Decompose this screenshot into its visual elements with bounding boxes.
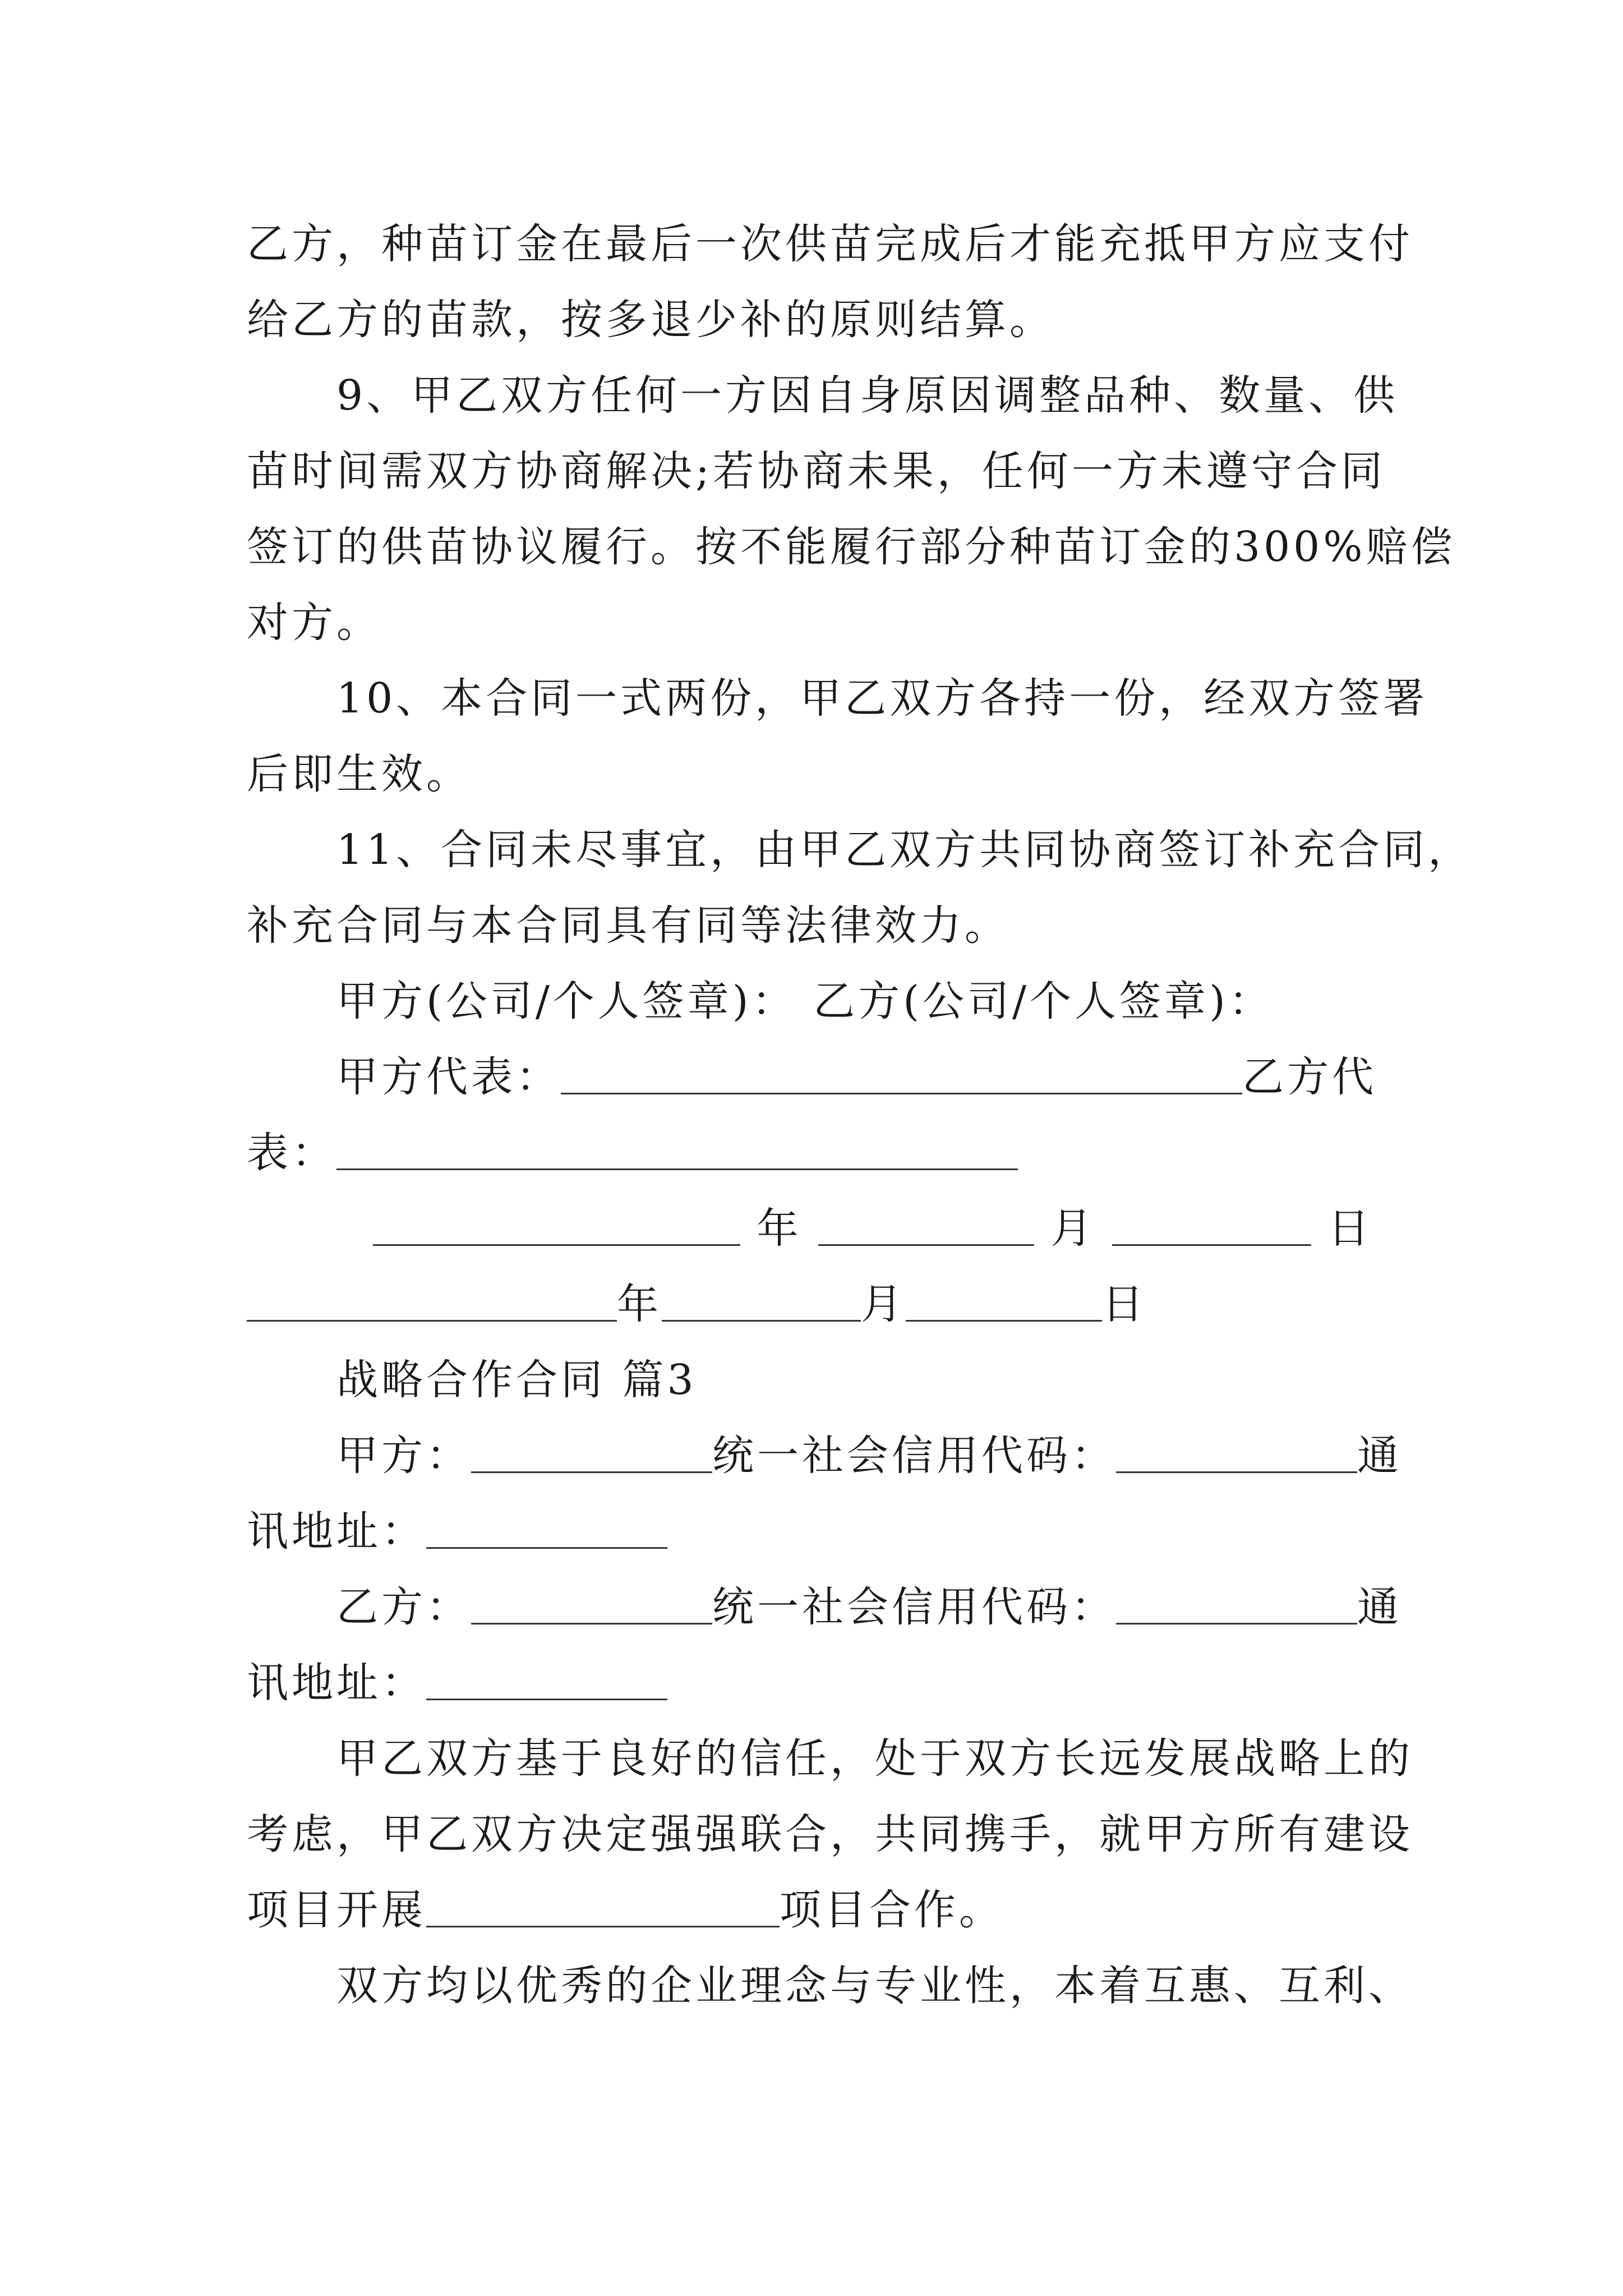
- text-line: 对方。: [247, 599, 381, 647]
- year-label: 年: [757, 1204, 802, 1253]
- text-line: 苗时间需双方协商解决;若协商未果，任何一方未遵守合同: [247, 447, 1386, 495]
- text-line: 乙方，种苗订金在最后一次供苗完成后才能充抵甲方应支付: [247, 220, 1413, 268]
- party-a-line: [336, 1428, 1402, 1484]
- address-label-cont: 讯地址：: [247, 1507, 426, 1556]
- clause-9: 9、甲乙双方任何一方因自身原因调整品种、数量、供: [336, 371, 1399, 420]
- year-label: 年: [617, 1280, 662, 1328]
- text-line: 签订的供苗协议履行。按不能履行部分种苗订金的300%赔偿: [247, 523, 1456, 571]
- party-a-label: 甲方：: [336, 1432, 471, 1480]
- month-label: 月: [1050, 1204, 1096, 1253]
- date-blank: [247, 1281, 617, 1322]
- party-a-rep-label: 甲方代表：: [336, 1053, 561, 1101]
- clause-10: 10、本合同一式两份，甲乙双方各持一份，经双方签署: [336, 674, 1428, 723]
- month-label: 月: [861, 1280, 906, 1328]
- representative-line: [336, 1049, 1377, 1105]
- address-label-cont: 讯地址：: [247, 1659, 426, 1707]
- credit-code-blank: [1116, 1432, 1357, 1473]
- name-blank: [471, 1584, 712, 1625]
- party-b-rep-label-cont: 表：: [247, 1129, 336, 1177]
- project-before: 项目开展: [247, 1886, 426, 1934]
- text-line: 给乙方的苗款，按多退少补的原则结算。: [247, 296, 1054, 344]
- address-blank: [426, 1508, 667, 1549]
- signature-blank: [561, 1053, 1242, 1094]
- credit-code-label: 统一社会信用代码：: [712, 1432, 1116, 1480]
- address-blank: [426, 1659, 667, 1700]
- text-line: 考虑，甲乙双方决定强强联合，共同携手，就甲方所有建设: [247, 1810, 1413, 1858]
- credit-code-label: 统一社会信用代码：: [712, 1583, 1116, 1631]
- date-blank: [818, 1205, 1034, 1246]
- text-line: 双方均以优秀的企业理念与专业性，本着互惠、互利、: [336, 1962, 1413, 2010]
- date-line: [373, 1200, 1373, 1257]
- project-after: 项目合作。: [780, 1886, 1004, 1934]
- date-line: [247, 1276, 1147, 1332]
- party-b-line: [336, 1579, 1402, 1635]
- party-b-address: [247, 1655, 667, 1711]
- day-label: 日: [1102, 1280, 1147, 1328]
- date-blank: [906, 1281, 1102, 1322]
- date-blank: [373, 1205, 740, 1246]
- section-title: 战略合作合同 篇3: [336, 1356, 697, 1404]
- party-b-rep-label: 乙方代: [1242, 1053, 1377, 1101]
- address-label: 通: [1357, 1432, 1402, 1480]
- day-label: 日: [1327, 1204, 1373, 1253]
- credit-code-blank: [1116, 1584, 1357, 1625]
- signature-heading: 甲方(公司/个人签章)： 乙方(公司/个人签章)：: [336, 977, 1274, 1025]
- project-blank: [426, 1887, 780, 1927]
- name-blank: [471, 1432, 712, 1473]
- address-label: 通: [1357, 1583, 1402, 1631]
- clause-11: 11、合同未尽事宜，由甲乙双方共同协商签订补充合同，: [336, 826, 1473, 874]
- date-blank: [1112, 1205, 1311, 1246]
- text-line: 补充合同与本合同具有同等法律效力。: [247, 901, 1009, 950]
- project-line: [247, 1882, 1004, 1938]
- signature-blank: [336, 1129, 1018, 1170]
- representative-line-cont: [247, 1125, 1018, 1181]
- date-blank: [662, 1281, 861, 1322]
- party-a-address: [247, 1503, 667, 1559]
- text-line: 后即生效。: [247, 750, 471, 798]
- party-b-label: 乙方：: [336, 1583, 471, 1631]
- text-line: 甲乙双方基于良好的信任，处于双方长远发展战略上的: [336, 1734, 1413, 1783]
